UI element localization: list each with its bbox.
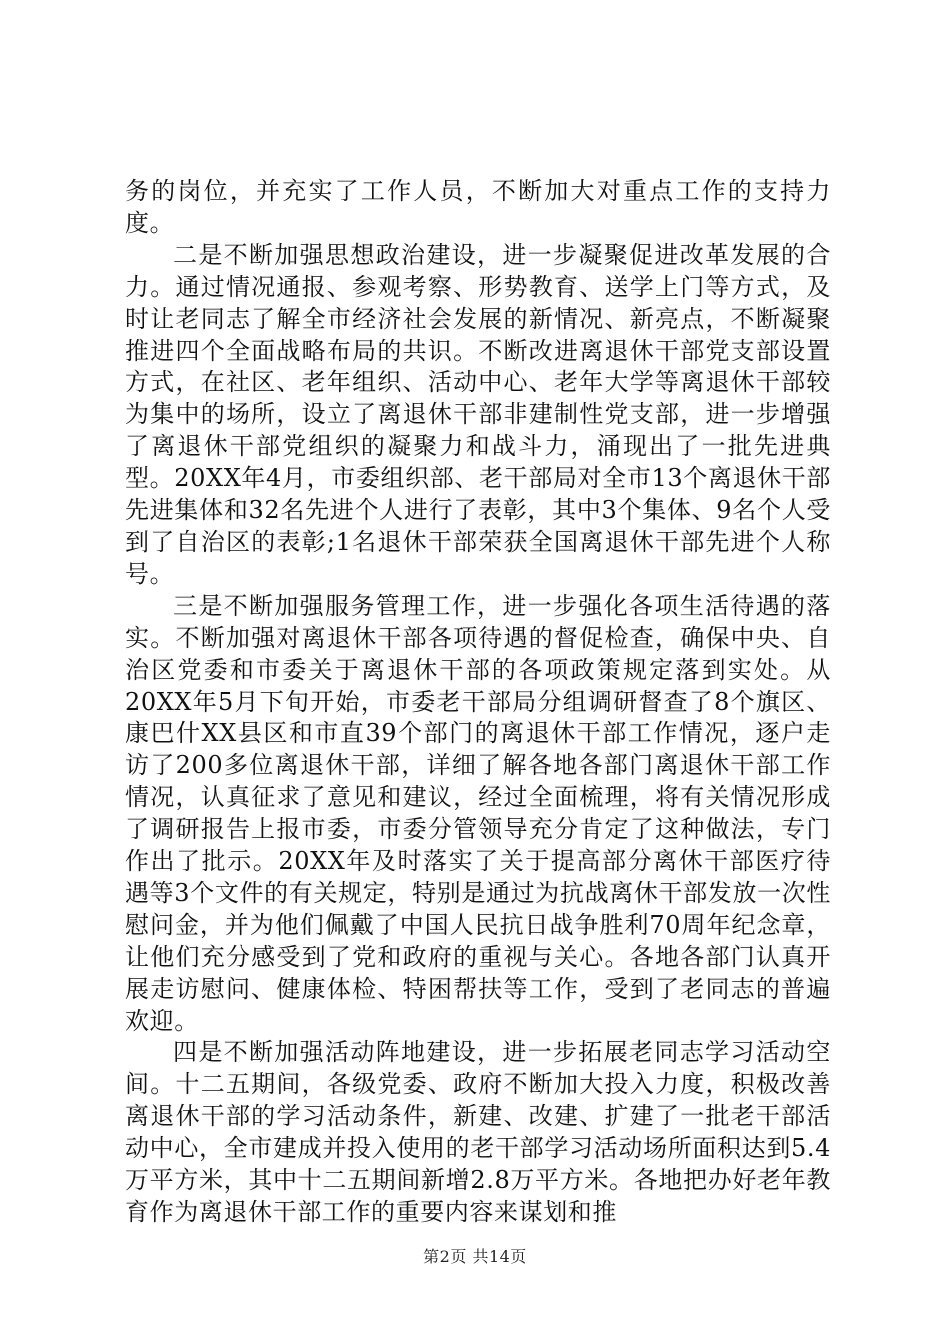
paragraph-activity-venues: 四是不断加强活动阵地建设，进一步拓展老同志学习活动空间。十二五期间，各级党委、政府不断加大投入力度，积极改善离退休干部的学习活动条件，新建、改建、扩建了一批老干部活动中心，全市建成并投入使用的老干部学习活动场所面积达到5.4万平方米，其中十二五期间新增2.8万平方米。各地把办好老年教育作为离退休干部工作的重要内容来谋划和推 xyxy=(125,1038,831,1226)
page-number-footer: 第2页 共14页 xyxy=(423,1247,527,1266)
paragraph-ideological-building: 二是不断加强思想政治建设，进一步凝聚促进改革发展的合力。通过情况通报、参观考察、形势教育、送学上门等方式，及时让老同志了解全市经济社会发展的新情况、新亮点，不断凝聚推进四个全面战略布局的共识。不断改进离退休干部党支部设置方式，在社区、老年组织、活动中心、老年大学等离退休干部较为集中的场所，设立了离退休干部非建制性党支部，进一步增强了离退休干部党组织的凝聚力和战斗力，涌现出了一批先进典型。20XX年4月，市委组织部、老干部局对全市13个离退休干部先进集体和32名先进个人进行了表彰，其中3个集体、9名个人受到了自治区的表彰;1名退休干部荣获全国离退休干部先进个人称号。 xyxy=(125,240,831,588)
paragraph-service-management: 三是不断加强服务管理工作，进一步强化各项生活待遇的落实。不断加强对离退休干部各项待遇的督促检查，确保中央、自治区党委和市委关于离退休干部的各项政策规定落到实处。从20XX年5月下旬开始，市委老干部局分组调研督查了8个旗区、康巴什XX县区和市直39个部门的离退休干部工作情况，逐户走访了200多位离退休干部，详细了解各地各部门离退休干部工作情况，认真征求了意见和建议，经过全面梳理，将有关情况形成了调研报告上报市委，市委分管领导充分肯定了这种做法，专门作出了批示。20XX年及时落实了关于提高部分离休干部医疗待遇等3个文件的有关规定，特别是通过为抗战离休干部发放一次性慰问金，并为他们佩戴了中国人民抗日战争胜利70周年纪念章，让他们充分感受到了党和政府的重视与关心。各地各部门认真开展走访慰问、健康体检、特困帮扶等工作，受到了老同志的普遍欢迎。 xyxy=(125,591,831,1035)
paragraph-continuation: 务的岗位，并充实了工作人员，不断加大对重点工作的支持力度。 xyxy=(125,177,831,237)
document-body xyxy=(125,176,831,1229)
